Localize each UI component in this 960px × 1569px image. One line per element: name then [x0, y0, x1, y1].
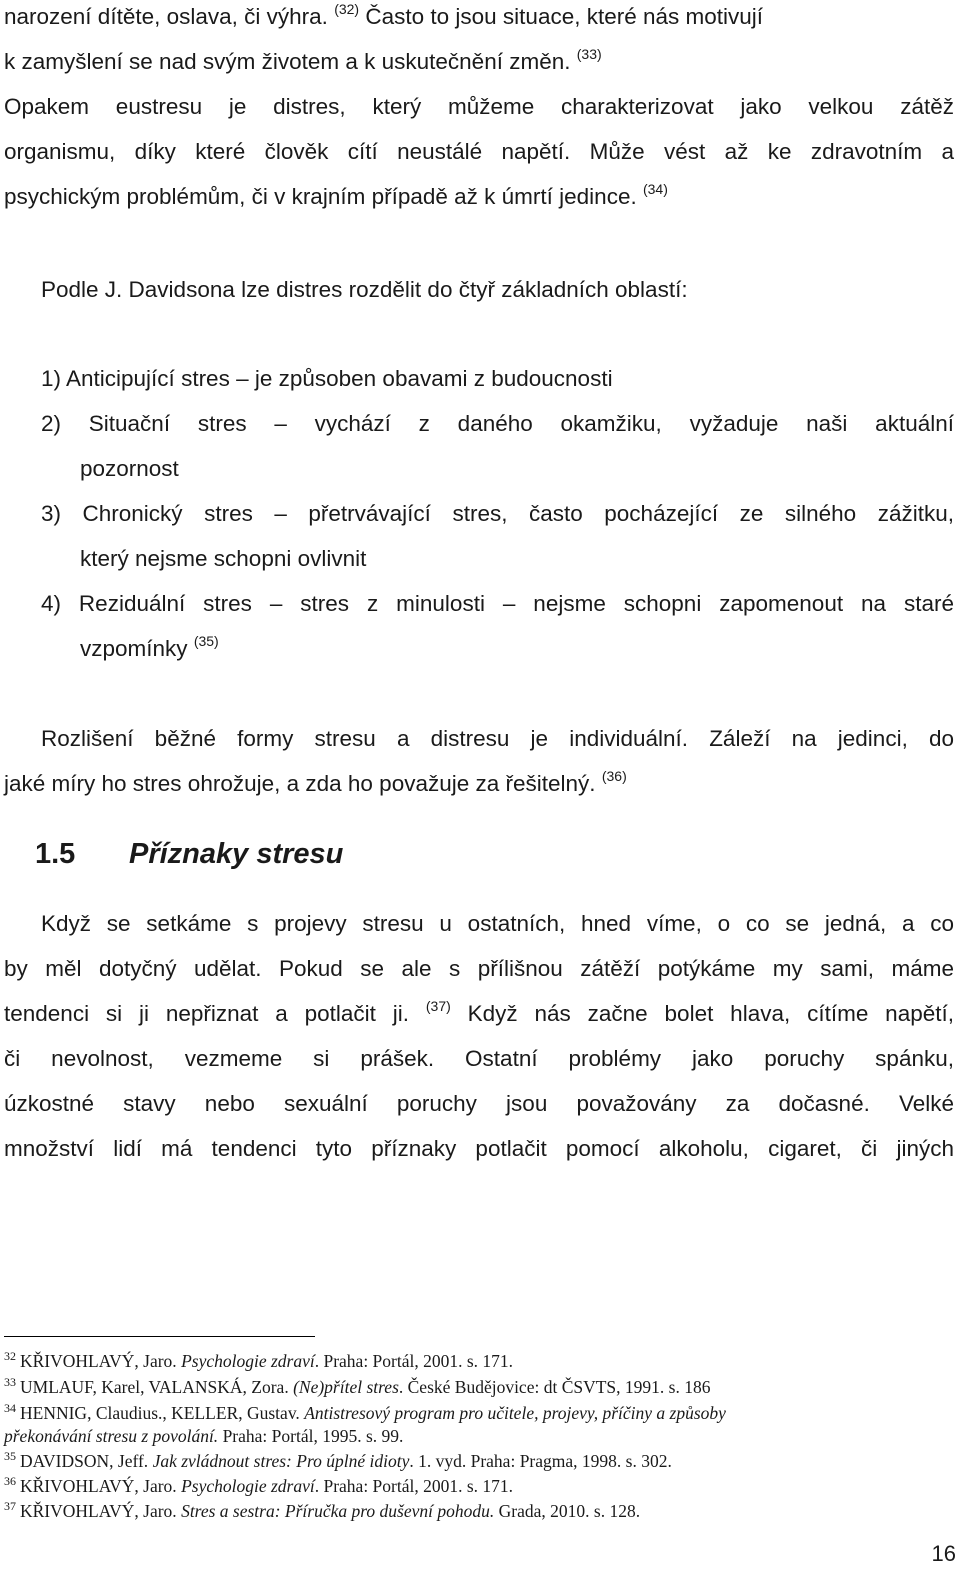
section-title: Příznaky stresu	[129, 838, 344, 870]
text-span: Psychologie zdraví	[181, 1476, 315, 1496]
list-item-continuation: který nejsme schopni ovlivnit	[80, 546, 367, 571]
body-text-line: Rozlišení běžné formy stresu a distresu je individuální. Záleží na jedinci, do	[41, 726, 954, 751]
text-span: Často to jsou situace, které nás motivují	[365, 4, 764, 29]
text-span: Psychologie zdraví	[181, 1351, 315, 1371]
text-span: Grada, 2010. s. 128.	[494, 1501, 641, 1521]
body-text-line	[4, 47, 954, 79]
body-text-line: by měl dotyčný udělat. Pokud se ale s přílišnou zátěží potýkáme my sami, máme	[4, 956, 954, 981]
footnote-continuation	[4, 1425, 954, 1447]
footnote-number: 33	[4, 1375, 16, 1389]
citation-marker: (37)	[425, 998, 451, 1014]
body-text-line: či nevolnost, vezmeme si prášek. Ostatní problémy jako poruchy spánku,	[4, 1046, 954, 1071]
citation-marker: (36)	[601, 768, 627, 784]
text-span: . Praha: Portál, 2001. s. 171.	[314, 1351, 514, 1371]
footnote-number: 35	[4, 1449, 16, 1463]
text-span: KŘIVOHLAVÝ, Jaro.	[20, 1501, 182, 1521]
list-item-continuation: pozornost	[80, 456, 179, 481]
footnote	[4, 1475, 954, 1499]
footnote	[4, 1402, 954, 1426]
body-text-line: Když se setkáme s projevy stresu u ostatních, hned víme, o co se jedná, a co	[41, 911, 954, 936]
text-span: tendenci si ji nepřiznat a potlačit ji.	[4, 1001, 410, 1026]
section-number: 1.5	[35, 838, 76, 870]
footnote-number: 34	[4, 1401, 16, 1415]
text-span: Praha: Portál, 1995. s. 99.	[218, 1426, 404, 1446]
text-span: psychickým problémům, či v krajním případě až k úmrtí jedince.	[4, 184, 637, 209]
body-text-line: množství lidí má tendenci tyto příznaky potlačit pomocí alkoholu, cigaret, či jiných	[4, 1136, 954, 1161]
list-item-continuation	[80, 634, 954, 666]
body-text-line	[4, 2, 954, 34]
text-span: . 1. vyd. Praha: Pragma, 1998. s. 302.	[409, 1451, 672, 1471]
list-item: 2) Situační stres – vychází z daného okamžiku, vyžaduje naši aktuální	[41, 411, 954, 436]
text-span: (Ne)přítel stres	[293, 1377, 399, 1397]
footnote	[4, 1450, 954, 1474]
text-span: HENNIG, Claudius., KELLER, Gustav.	[20, 1403, 305, 1423]
page-number: 16	[931, 1541, 956, 1566]
text-span: KŘIVOHLAVÝ, Jaro.	[20, 1351, 182, 1371]
text-span: DAVIDSON, Jeff.	[20, 1451, 153, 1471]
body-text-line: organismu, díky které člověk cítí neustálé napětí. Může vést až ke zdravotním a	[4, 139, 954, 164]
list-item: 4) Reziduální stres – stres z minulosti – nejsme schopni zapomenout na staré	[41, 591, 954, 616]
text-span: překonávání stresu z povolání.	[4, 1426, 219, 1446]
text-span: . České Budějovice: dt ČSVTS, 1991. s. 186	[398, 1377, 711, 1397]
citation-marker: (34)	[642, 181, 668, 197]
text-span: vzpomínky	[80, 636, 188, 661]
footnote-number: 36	[4, 1474, 16, 1488]
footnote	[4, 1350, 954, 1374]
text-span: narození dítěte, oslava, či výhra.	[4, 4, 328, 29]
body-text-line	[4, 182, 954, 214]
body-text-line	[4, 999, 954, 1031]
body-text-line	[4, 769, 954, 801]
text-span: Jak zvládnout stres: Pro úplné idioty	[152, 1451, 410, 1471]
text-span: UMLAUF, Karel, VALANSKÁ, Zora.	[20, 1377, 294, 1397]
footnote	[4, 1376, 954, 1400]
text-span: jaké míry ho stres ohrožuje, a zda ho považuje za řešitelný.	[4, 771, 596, 796]
section-heading	[35, 836, 343, 872]
text-span: Když nás začne bolet hlava, cítíme napětí,	[467, 1001, 954, 1026]
text-span: Antistresový program pro učitele, projevy, příčiny a způsoby	[304, 1403, 726, 1423]
citation-marker: (35)	[193, 633, 219, 649]
body-text-line: Podle J. Davidsona lze distres rozdělit do čtyř základních oblastí:	[41, 277, 688, 302]
footnote-number: 32	[4, 1349, 16, 1363]
footnote-number: 37	[4, 1499, 16, 1513]
text-span: . Praha: Portál, 2001. s. 171.	[314, 1476, 514, 1496]
text-span: KŘIVOHLAVÝ, Jaro.	[20, 1476, 182, 1496]
body-text-line: úzkostné stavy nebo sexuální poruchy jsou považovány za dočasné. Velké	[4, 1091, 954, 1116]
list-item: 1) Anticipující stres – je způsoben obavami z budoucnosti	[41, 366, 613, 391]
footnote	[4, 1500, 954, 1524]
citation-marker: (33)	[576, 46, 602, 62]
footnote-separator	[4, 1336, 315, 1337]
text-span: k zamyšlení se nad svým životem a k uskutečnění změn.	[4, 49, 571, 74]
text-span: Stres a sestra: Příručka pro duševní pohodu.	[181, 1501, 495, 1521]
body-text-line: Opakem eustresu je distres, který můžeme charakterizovat jako velkou zátěž	[4, 94, 954, 119]
citation-marker: (32)	[334, 1, 360, 17]
list-item: 3) Chronický stres – přetrvávající stres, často pocházející ze silného zážitku,	[41, 501, 954, 526]
